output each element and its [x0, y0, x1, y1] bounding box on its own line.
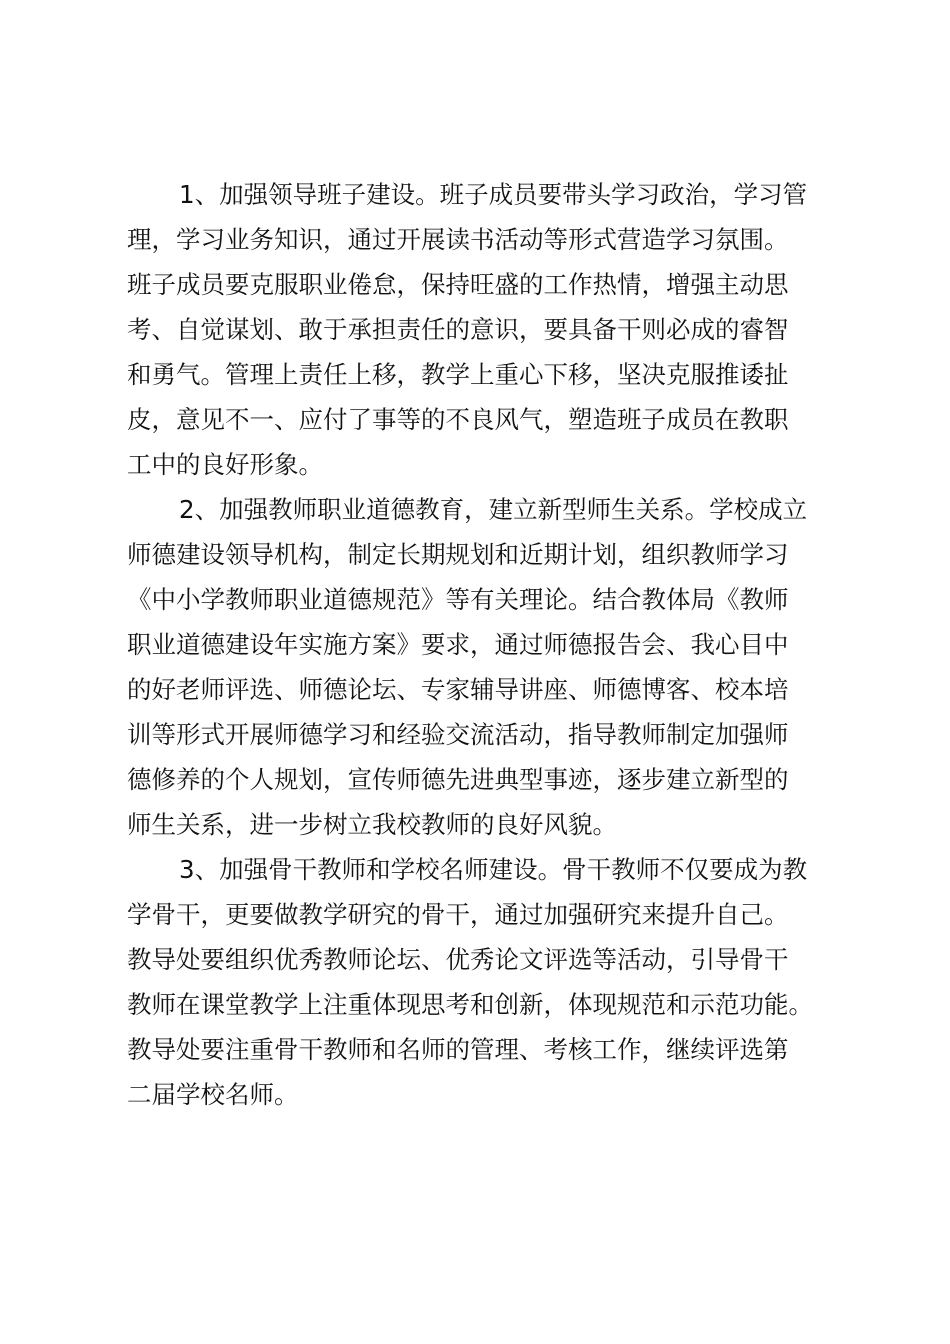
paragraph-line: 训等形式开展师德学习和经验交流活动，指导教师制定加强师: [127, 720, 789, 749]
paragraph-line: 的好老师评选、师德论坛、专家辅导讲座、师德博客、校本培: [127, 675, 789, 704]
paragraph-line: 师德建设领导机构，制定长期规划和近期计划，组织教师学习: [127, 540, 789, 569]
paragraph-line: 3、加强骨干教师和学校名师建设。骨干教师不仅要成为教: [179, 855, 808, 884]
paragraph-line: 德修养的个人规划，宣传师德先进典型事迹，逐步建立新型的: [127, 765, 789, 794]
paragraph-3: [127, 847, 833, 1117]
paragraph-line: 班子成员要克服职业倦怠，保持旺盛的工作热情，增强主动思: [127, 270, 789, 299]
paragraph-line: 1、加强领导班子建设。班子成员要带头学习政治，学习管: [179, 180, 808, 209]
paragraph-line: 2、加强教师职业道德教育，建立新型师生关系。学校成立: [179, 495, 808, 524]
paragraph-line: 职业道德建设年实施方案》要求，通过师德报告会、我心目中: [127, 630, 789, 659]
paragraph-line: 考、自觉谋划、敢于承担责任的意识，要具备干则必成的睿智: [127, 315, 789, 344]
paragraph-line: 皮，意见不一、应付了事等的不良风气，塑造班子成员在教职: [127, 405, 789, 434]
paragraph-line: 学骨干，更要做教学研究的骨干，通过加强研究来提升自己。: [127, 900, 789, 929]
paragraph-line: 理，学习业务知识，通过开展读书活动等形式营造学习氛围。: [127, 225, 789, 254]
document-body: [127, 172, 833, 1117]
paragraph-2: [127, 487, 833, 847]
paragraph-line: 和勇气。管理上责任上移，教学上重心下移，坚决克服推诿扯: [127, 360, 789, 389]
paragraph-line: 师生关系，进一步树立我校教师的良好风貌。: [127, 810, 617, 839]
paragraph-line: 工中的良好形象。: [127, 450, 323, 479]
paragraph-1: [127, 172, 833, 487]
paragraph-line: 教导处要注重骨干教师和名师的管理、考核工作，继续评选第: [127, 1035, 789, 1064]
paragraph-line: 《中小学教师职业道德规范》等有关理论。结合教体局《教师: [127, 585, 789, 614]
paragraph-line: 教师在课堂教学上注重体现思考和创新，体现规范和示范功能。: [127, 990, 813, 1019]
paragraph-line: 教导处要组织优秀教师论坛、优秀论文评选等活动，引导骨干: [127, 945, 789, 974]
paragraph-line: 二届学校名师。: [127, 1080, 299, 1109]
